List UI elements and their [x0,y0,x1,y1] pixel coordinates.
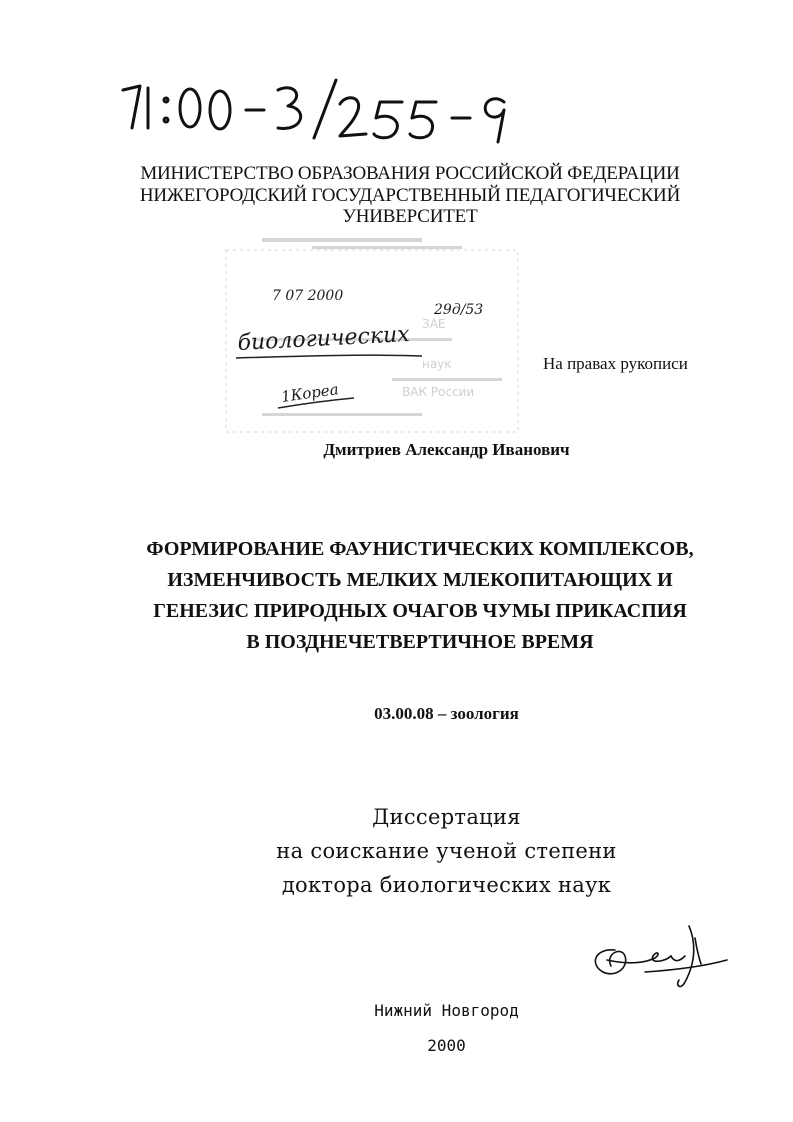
stamp-date: 7 07 2000 [272,288,344,304]
author-signature [585,920,735,1000]
title-line: ИЗМЕНЧИВОСТЬ МЕЛКИХ МЛЕКОПИТАЮЩИХ И [167,569,673,591]
city: Нижний Новгород [374,1001,519,1020]
svg-text:ЗАЕ: ЗАЕ [422,317,446,331]
dissertation-title [70,534,770,658]
title-line: ГЕНЕЗИС ПРИРОДНЫХ ОЧАГОВ ЧУМЫ ПРИКАСПИЯ [153,600,687,622]
stamp-number: 29д/53 [434,302,484,318]
registration-stamp [222,228,522,438]
svg-text:ВАК России: ВАК России [402,385,475,399]
rights-notice: На правах рукописи [543,354,688,373]
author-name: Дмитриев Александр Иванович [323,440,570,459]
svg-text:наук: наук [422,357,452,371]
degree-line-1: Диссертация [372,805,521,829]
title-line: ФОРМИРОВАНИЕ ФАУНИСТИЧЕСКИХ КОМПЛЕКСОВ, [146,538,694,560]
year: 2000 [427,1036,466,1055]
ministry-line-3: УНИВЕРСИТЕТ [342,206,478,227]
title-line: В ПОЗДНЕЧЕТВЕРТИЧНОЕ ВРЕМЯ [246,631,594,653]
ministry-line-2: НИЖЕГОРОДСКИЙ ГОСУДАРСТВЕННЫЙ ПЕДАГОГИЧЕСКИЙ [139,185,681,206]
ministry-line-1: МИНИСТЕРСТВО ОБРАЗОВАНИЯ РОССИЙСКОЙ ФЕДЕРАЦИИ [140,163,680,184]
degree-line-3: доктора биологических наук [281,873,612,897]
degree-statement [0,800,793,902]
stamp-field: биологических [237,322,411,356]
stamp-signature: 1Кореа [280,380,340,406]
archive-code-handwritten [118,72,538,152]
specialty-code: 03.00.08 – зоология [374,704,519,723]
degree-line-2: на соискание ученой степени [276,839,617,863]
